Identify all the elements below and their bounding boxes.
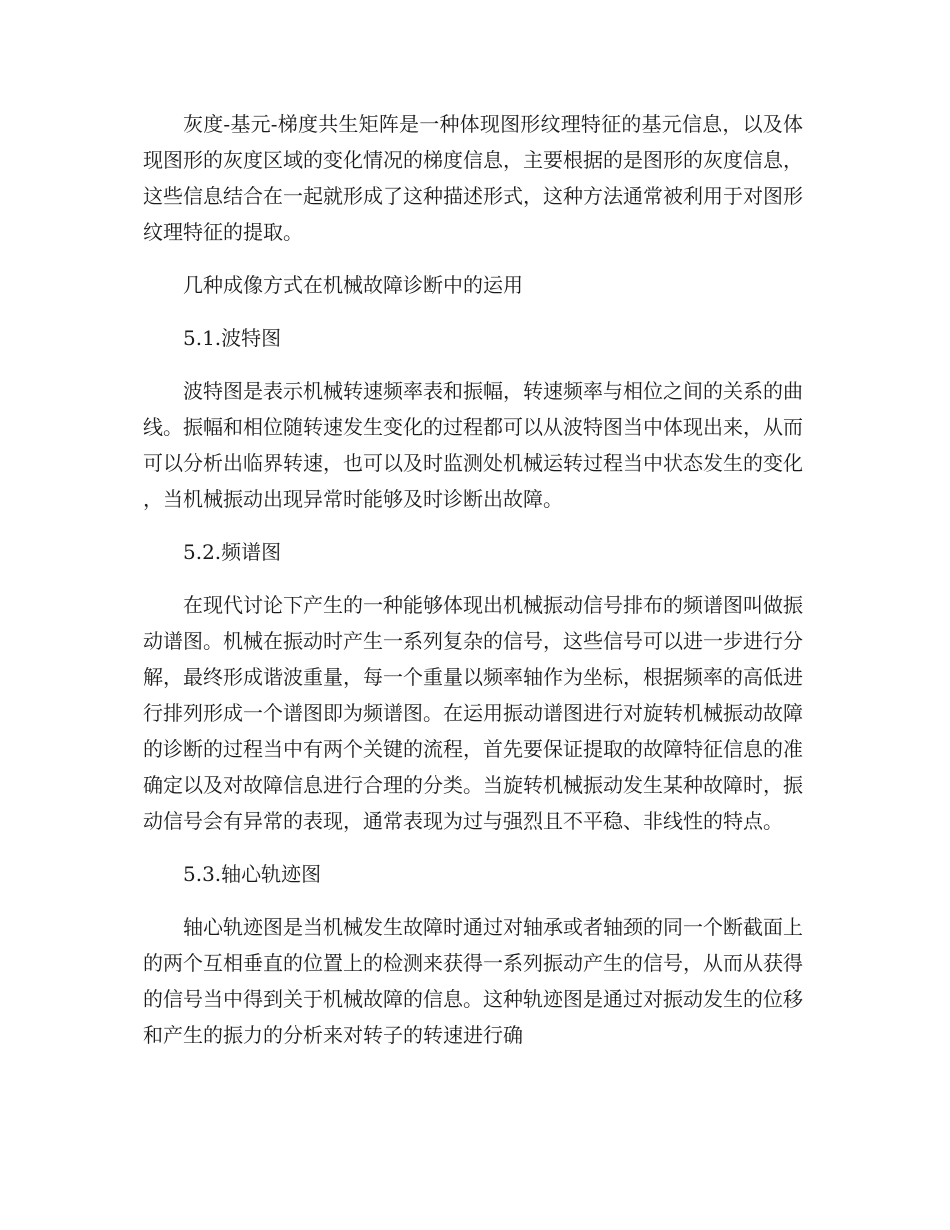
section-title-imaging-methods: 几种成像方式在机械故障诊断中的运用 <box>183 273 523 297</box>
section-heading-bode-plot: 5.1.波特图 <box>183 326 282 350</box>
section-heading-orbit: 5.3.轴心轨迹图 <box>183 862 322 886</box>
section-heading-spectrum: 5.2.频谱图 <box>183 540 282 564</box>
document-body <box>143 106 803 1070</box>
paragraph-glcm: 灰度-基元-梯度共生矩阵是一种体现图形纹理特征的基元信息，以及体现图形的灰度区域的变化情况的梯度信息，主要根据的是图形的灰度信息，这些信息结合在一起就形成了这种描述形式，这种方法通常被利用于对图形纹理特征的提取。 <box>143 112 803 244</box>
paragraph-bode-plot: 波特图是表示机械转速频率表和振幅，转速频率与相位之间的关系的曲线。振幅和相位随转速发生变化的过程都可以从波特图当中体现出来，从而可以分析出临界转速，也可以及时监测处机械运转过程当中状态发生的变化，当机械振动出现异常时能够及时诊断出故障。 <box>143 379 803 511</box>
paragraph-spectrum: 在现代讨论下产生的一种能够体现出机械振动信号排布的频谱图叫做振动谱图。机械在振动时产生一系列复杂的信号，这些信号可以进一步进行分解，最终形成谐波重量，每一个重量以频率轴作为坐标，根据频率的高低进行排列形成一个谱图即为频谱图。在运用振动谱图进行对旋转机械振动故障的诊断的过程当中有两个关键的流程，首先要保证提取的故障特征信息的准确定以及对故障信息进行合理的分类。当旋转机械振动发生某种故障时，振动信号会有异常的表现，通常表现为过与强烈且不平稳、非线性的特点。 <box>143 593 803 833</box>
paragraph-orbit: 轴心轨迹图是当机械发生故障时通过对轴承或者轴颈的同一个断截面上的两个互相垂直的位置上的检测来获得一系列振动产生的信号，从而从获得的信号当中得到关于机械故障的信息。这种轨迹图是通过对振动发生的位移和产生的振力的分析来对转子的转速进行确 <box>143 915 803 1047</box>
